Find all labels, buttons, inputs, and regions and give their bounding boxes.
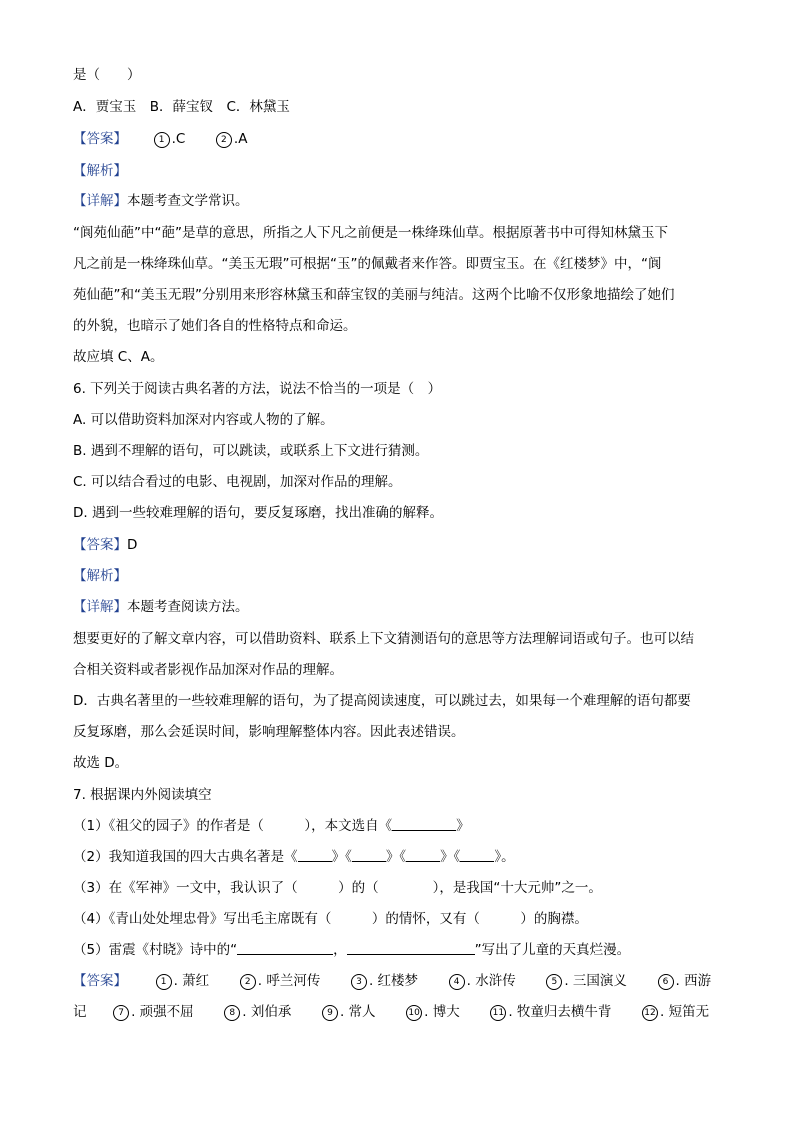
q7-answer-line-2: [73, 1002, 709, 1022]
blank-line: [460, 847, 494, 862]
answer-item: . 顽强不屈: [131, 1004, 194, 1020]
q5-detail: [73, 191, 249, 211]
q7-sub3: （3）在《军神》一文中，我认识了（ ）的（ ），是我国“十大元帅”之一。: [73, 880, 602, 896]
q6-option-a: A. 可以借助资料加深对内容或人物的了解。: [73, 412, 334, 428]
paragraph-line: 反复琢磨，那么会延误时间，影响理解整体内容。因此表述错误。: [73, 724, 465, 740]
blank-line: [237, 940, 333, 955]
circled-number: 3: [351, 974, 367, 990]
answer-item: .A: [233, 131, 248, 147]
q6-stem: 6. 下列关于阅读古典名著的方法，说法不恰当的一项是（ ）: [73, 381, 442, 397]
detail-label: 【详解】: [73, 193, 127, 209]
blank-line: [298, 847, 332, 862]
answer-value: D: [127, 537, 138, 553]
answer-item: . 萧红: [173, 973, 210, 989]
answer-item: . 博大: [424, 1004, 460, 1020]
q7-sub2-sep: 》《: [331, 849, 352, 865]
q5-stem-end: 是（ ）: [73, 67, 141, 83]
q7-sub1: [73, 816, 470, 836]
circled-number: 6: [658, 974, 674, 990]
answer-label: 【答案】: [73, 537, 127, 553]
analysis-label: 【解析】: [73, 163, 127, 179]
paragraph-line: “阆苑仙葩”中“葩”是草的意思，所指之人下凡之前便是一株绛珠仙草。根据原著书中可得知林黛玉下: [73, 225, 668, 241]
q7-sub2-sep: 》《: [385, 849, 407, 865]
blank-line: [406, 847, 440, 862]
answer-item: . 红楼梦: [368, 973, 419, 989]
detail-text: 本题考查文学常识。: [127, 193, 249, 209]
circled-number: 2: [240, 974, 256, 990]
paragraph-line: D．古典名著里的一些较难理解的语句，为了提高阅读速度，可以跳过去，如果每一个难理解的语句都要: [73, 693, 691, 709]
paragraph-line: 苑仙葩”和“美玉无瑕”分别用来形容林黛玉和薛宝钗的美丽与纯洁。这两个比喻不仅形象地描绘了她们: [73, 287, 675, 303]
circled-number: 4: [449, 974, 465, 990]
blank-line: [352, 847, 386, 862]
paragraph-line: 凡之前是一株绛珠仙草。“美玉无瑕”可根据“玉”的佩戴者来作答。即贾宝玉。在《红楼梦》中，“阆: [73, 256, 662, 272]
q7-sub1-text: （1）《祖父的园子》的作者是（ ），本文选自《: [73, 818, 393, 834]
q7-sub2: [73, 847, 515, 867]
paragraph-line: 合相关资料或者影视作品加深对作品的理解。: [73, 662, 343, 678]
q6-option-c: C. 可以结合看过的电影、电视剧，加深对作品的理解。: [73, 474, 402, 490]
circled-number: 1: [156, 974, 172, 990]
q7-sub2-end: 》。: [494, 849, 515, 865]
q5-options: A．贾宝玉 B．薛宝钗 C．林黛玉: [73, 99, 290, 115]
q7-sub1-end: 》: [456, 818, 470, 834]
analysis-label: 【解析】: [73, 568, 127, 584]
answer-item: . 刘伯承: [242, 1004, 292, 1020]
q6-detail: [73, 597, 249, 617]
q7-sub5-mid: ，: [333, 942, 347, 958]
answer-item: . 短笛无: [660, 1004, 710, 1020]
q7-sub4: （4）《青山处处埋忠骨》写出毛主席既有（ ）的情怀，又有（ ）的胸襟。: [73, 911, 588, 927]
q7-sub5-text: （5）雷震《村晓》诗中的“: [73, 942, 238, 958]
circled-number: 2: [216, 132, 232, 148]
circled-number: 10: [406, 1005, 422, 1021]
paragraph-line: 的外貌，也暗示了她们各自的性格特点和命运。: [73, 318, 357, 334]
circled-number: 5: [546, 974, 562, 990]
circled-number: 11: [490, 1005, 506, 1021]
circled-number: 1: [154, 132, 170, 148]
q7-stem: 7. 根据课内外阅读填空: [73, 787, 212, 803]
detail-text: 本题考查阅读方法。: [127, 599, 249, 615]
q5-conclusion: 故应填 C、A。: [73, 349, 164, 365]
q6-answer-line: [73, 535, 137, 555]
answer-item: . 牧童归去横牛背: [508, 1004, 612, 1020]
answer-item: .C: [171, 131, 186, 147]
blank-line: [392, 816, 456, 831]
detail-label: 【详解】: [73, 599, 127, 615]
answer-label: 【答案】: [73, 131, 127, 147]
circled-number: 7: [113, 1005, 129, 1021]
q7-sub5-end: ”写出了儿童的天真烂漫。: [474, 942, 631, 958]
q6-option-d: D. 遇到一些较难理解的语句，要反复琢磨，找出准确的解释。: [73, 505, 443, 521]
q6-option-b: B. 遇到不理解的语句，可以跳读，或联系上下文进行猜测。: [73, 443, 429, 459]
answer-item: . 三国演义: [564, 973, 627, 989]
circled-number: 12: [642, 1005, 658, 1021]
q7-answer-line: [73, 971, 711, 991]
answer-label: 【答案】: [73, 973, 127, 989]
blank-line: [347, 940, 475, 955]
q7-sub2-sep: 》《: [440, 849, 461, 865]
answer-item: . 常人: [339, 1004, 376, 1020]
paragraph-line: 想要更好的了解文章内容，可以借助资料、联系上下文猜测语句的意思等方法理解词语或句子。也可以结: [73, 631, 694, 647]
answer-item: . 西游: [675, 973, 712, 989]
q7-sub5: [73, 940, 630, 960]
q7-sub2-text: （2）我知道我国的四大古典名著是《: [73, 849, 298, 865]
answer-item: . 呼兰河传: [257, 973, 321, 989]
q5-answer-line: [73, 129, 247, 149]
answer-item: . 水浒传: [466, 973, 516, 989]
q6-conclusion: 故选 D。: [73, 755, 129, 771]
circled-number: 8: [224, 1005, 240, 1021]
circled-number: 9: [322, 1005, 338, 1021]
answer-continuation: 记: [73, 1004, 87, 1020]
